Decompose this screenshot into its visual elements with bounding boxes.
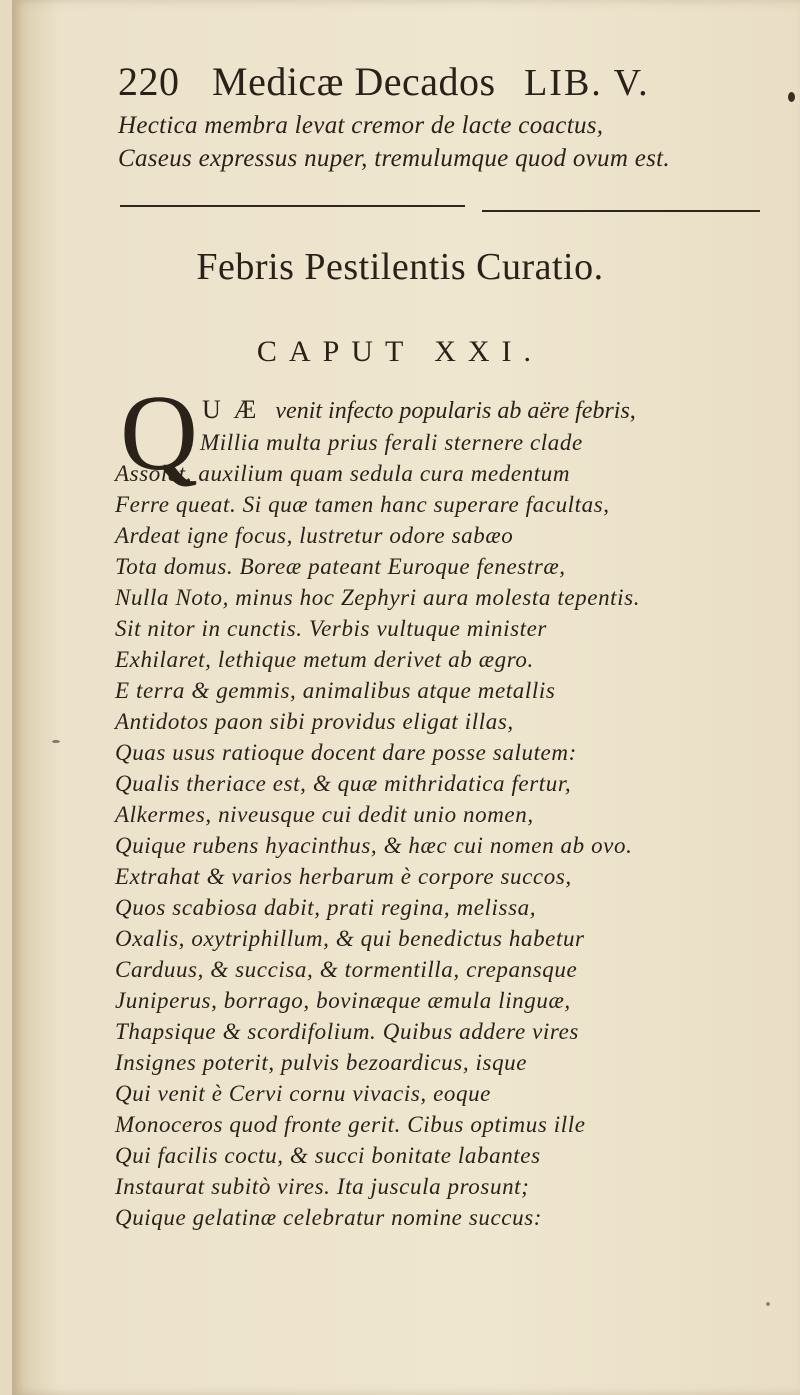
poem-line: Qui venit è Cervi cornu vivacis, eoque [115, 1081, 491, 1106]
ink-spot [52, 740, 60, 743]
previous-verse-line: Caseus expressus nuper, tremulumque quod ovum est. [118, 145, 670, 172]
divider-rule-left [120, 205, 465, 207]
poem-line: Quique rubens hyacinthus, & hæc cui nomen ab ovo. [115, 833, 633, 858]
first-line-capitals: U Æ [202, 395, 260, 424]
poem-line: Antidotos paon sibi providus eligat illas, [115, 709, 514, 734]
poem-line: Tota domus. Boreæ pateant Euroque fenestræ, [115, 554, 566, 579]
first-line-text: venit infecto popularis ab aëre febris, [275, 398, 636, 424]
poem-line: Assolet, auxilium quam sedula cura medentum [115, 461, 571, 486]
poem-line: Extrahat & varios herbarum è corpore succos, [115, 864, 572, 889]
poem-line: Qualis theriace est, & quæ mithridatica fertur, [115, 771, 572, 796]
running-title: Medicæ Decados [212, 59, 496, 104]
poem-line: Thapsique & scordifolium. Quibus addere vires [115, 1019, 579, 1044]
ink-spot [766, 1302, 770, 1306]
poem-line: Quique gelatinæ celebratur nomine succus: [115, 1205, 543, 1230]
poem-line: Ardeat igne focus, lustretur odore sabæo [115, 523, 514, 548]
poem-line: Oxalis, oxytriphillum, & qui benedictus habetur [115, 926, 585, 951]
poem-line: Instaurat subitò vires. Ita juscula prosunt; [115, 1174, 530, 1199]
poem-line: Quas usus ratioque docent dare posse salutem: [115, 740, 577, 765]
poem-line: Juniperus, borrago, bovinæque æmula linguæ, [115, 988, 571, 1013]
poem-line: E terra & gemmis, animalibus atque metallis [115, 678, 556, 703]
chapter-heading: CAPUT XXI. [256, 335, 544, 368]
poem-line: Millia multa prius ferali sternere clade [200, 430, 583, 455]
page-number: 220 [118, 59, 180, 104]
running-header [118, 58, 718, 108]
poem-line: Ferre queat. Si quæ tamen hanc superare facultas, [115, 492, 610, 517]
ink-spot [788, 92, 795, 102]
poem-line: Carduus, & succisa, & tormentilla, crepansque [115, 957, 578, 982]
divider-rule-right [482, 210, 760, 212]
poem-line: Qui facilis coctu, & succi bonitate labantes [115, 1143, 541, 1168]
drop-cap: Q [120, 374, 198, 493]
poem-line: Alkermes, niveusque cui dedit unio nomen, [115, 802, 534, 827]
poem-line: Sit nitor in cunctis. Verbis vultuque minister [115, 616, 547, 641]
previous-verse-line: Hectica membra levat cremor de lacte coactus, [118, 112, 604, 139]
poem-first-line [202, 395, 636, 425]
section-title: Febris Pestilentis Curatio. [196, 246, 604, 288]
book-label: LIB. V. [524, 62, 650, 104]
poem-line: Monoceros quod fronte gerit. Cibus optimus ille [115, 1112, 586, 1137]
poem-line: Exhilaret, lethique metum derivet ab ægro. [115, 647, 534, 672]
poem-line: Nulla Noto, minus hoc Zephyri aura molesta tepentis. [115, 585, 641, 610]
poem-line: Quos scabiosa dabit, prati regina, melissa, [115, 895, 537, 920]
poem-line: Insignes poterit, pulvis bezoardicus, isque [115, 1050, 528, 1075]
